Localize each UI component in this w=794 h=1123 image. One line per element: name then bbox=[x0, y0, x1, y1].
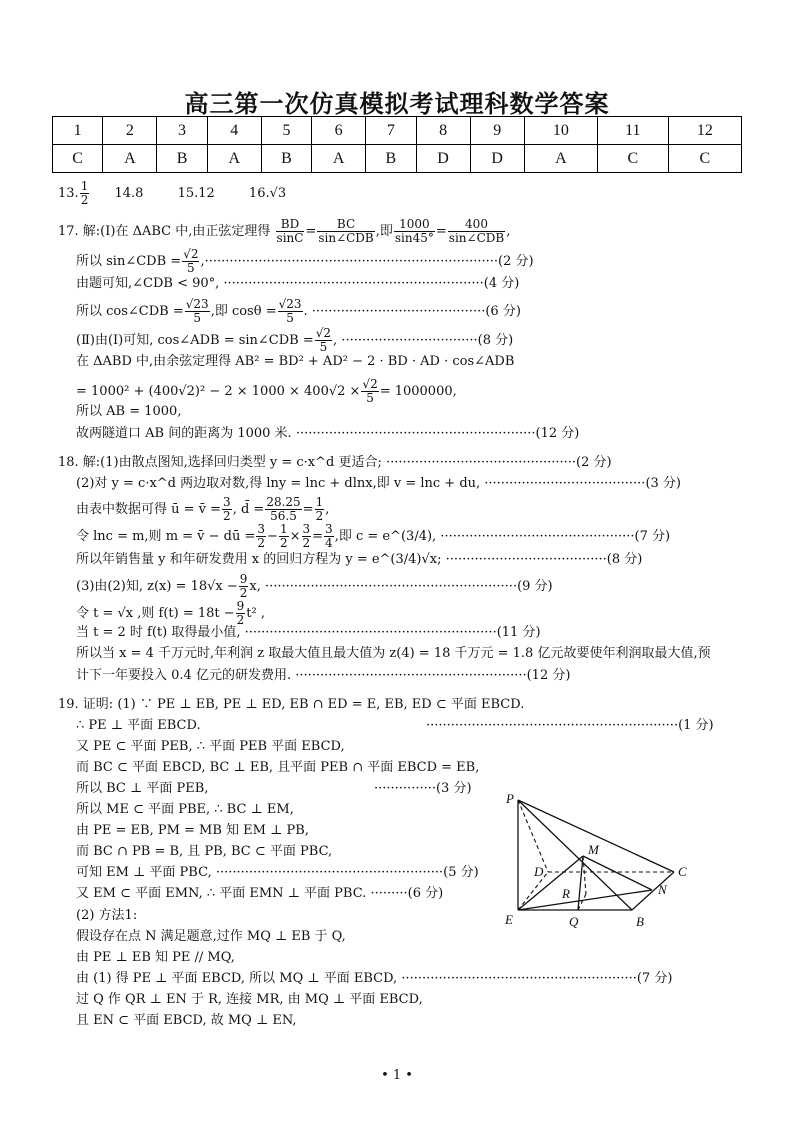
pyramid-figure bbox=[500, 790, 690, 930]
answer-table bbox=[52, 116, 742, 173]
q18-line-3: 由表中数据可得 ū = v̄ = $\frac{3}{2}$ , d̄ = $\frac{28.25}{56.5}$ = $\frac{1}{2}$ , bbox=[76, 495, 330, 523]
q19-line-2: ∴ PE ⊥ 平面 EBCD. ·····························································(1 分) bbox=[76, 718, 714, 733]
q18-line-8: 当 t = 2 时 f(t) 取得最小值, ·····························································(11 分) bbox=[76, 625, 541, 640]
q19-line-3: 又 PE ⊂ 平面 PEB, ∴ 平面 PEB 平面 EBCD, bbox=[76, 739, 345, 754]
page-title: 高三第一次仿真模拟考试理科数学答案 bbox=[184, 89, 610, 118]
q19-line-14: 由 (1) 得 PE ⊥ 平面 EBCD, 所以 MQ ⊥ 平面 EBCD, ·························································(7 分) bbox=[76, 971, 673, 986]
question-number-cell: 10 bbox=[524, 117, 597, 145]
question-number-cell: 1 bbox=[53, 117, 103, 145]
q19-line-15: 过 Q 作 QR ⊥ EN 于 R, 连接 MR, 由 MQ ⊥ 平面 EBCD, bbox=[76, 992, 423, 1007]
q17-line-5: (Ⅱ)由(Ⅰ)可知, cos∠ADB = sin∠CDB = $\frac{√2}{5}$ , ·································(8 分) bbox=[76, 326, 514, 354]
q18-line-4: 令 lnc = m,则 m = v̄ − dū = $\frac{3}{2}$ − $\frac{1}{2}$ × $\frac{3}{2}$ = $\frac{3}{4}$ ,即 c = e^(3/4), ···············································(7 分) bbox=[76, 522, 671, 550]
edge-PC bbox=[518, 800, 674, 872]
label-C: C bbox=[678, 864, 687, 879]
q18-line-2: (2)对 y = c·x^d 两边取对数,得 lny = lnc + dlnx,即 v = lnc + du, ·······································(3 分) bbox=[76, 476, 681, 491]
answer-cell: B bbox=[366, 145, 416, 173]
label-N: N bbox=[658, 882, 667, 897]
label-P: P bbox=[506, 791, 514, 806]
fill-in-answers: 13. $\frac{1}{2}$ 14.8 15.12 16.√3 bbox=[58, 179, 287, 207]
q18-line-7: 令 t = √x ,则 f(t) = 18t − $\frac{9}{2}$ t² , bbox=[76, 599, 265, 627]
q18-line-6: (3)由(2)知, z(x) = 18√x − $\frac{9}{2}$ x, ·····························································(9 分) bbox=[76, 572, 553, 600]
q19-line-7: 由 PE = EB, PM = MB 知 EM ⊥ PB, bbox=[76, 823, 309, 838]
q19-line-16: 且 EN ⊂ 平面 EBCD, 故 MQ ⊥ EN, bbox=[76, 1013, 297, 1028]
label-B: B bbox=[636, 914, 644, 929]
q18-line-5: 所以年销售量 y 和年研发费用 x 的回归方程为 y = e^(3/4)√x; ·······································(8 分) bbox=[76, 552, 643, 567]
q13-fraction: $\frac{1}{2}$ bbox=[80, 179, 89, 207]
q19-line-4: 而 BC ⊂ 平面 EBCD, BC ⊥ EB, 且平面 PEB ∩ 平面 EBCD = EB, bbox=[76, 760, 480, 775]
question-number-cell: 7 bbox=[366, 117, 416, 145]
page-number: • 1 • bbox=[381, 1068, 413, 1083]
q19-line-12: 假设存在点 N 满足题意,过作 MQ ⊥ EB 于 Q, bbox=[76, 929, 346, 944]
q17-line-3: 由题可知,∠CDB < 90°, ·······························································(4 分) bbox=[76, 276, 520, 291]
q17-line-7: = 1000² + (400√2)² − 2 × 1000 × 400√2 × $\frac{√2}{5}$ = 1000000, bbox=[76, 377, 457, 405]
q19-line-1: 19. 证明: (1) ∵ PE ⊥ EB, PE ⊥ ED, EB ∩ ED = E, EB, ED ⊂ 平面 EBCD. bbox=[58, 697, 525, 712]
q17-line-6: 在 ΔABD 中,由余弦定理得 AB² = BD² + AD² − 2 · BD · AD · cos∠ADB bbox=[76, 354, 515, 369]
q17-line-1: 17. 解:(Ⅰ)在 ΔABC 中,由正弦定理得 $\frac{BD}{\sin C}$ = $\frac{BC}{\text{sin∠CDB}}$ ,即 $\frac{1000}{\sin 45^\circ}$ = $\frac{400}{\text{sin∠CDB}}$ , bbox=[58, 217, 511, 245]
q17-line-4: 所以 cos∠CDB = $\frac{√23}{5}$ ,即 cosθ = $\frac{√23}{5}$ . ··········································(6 分) bbox=[76, 297, 521, 325]
answer-cell: C bbox=[597, 145, 668, 173]
q18-line-1: 18. 解:(1)由散点图知,选择回归类型 y = c·x^d 更适合; ··············································(2 分) bbox=[58, 455, 612, 470]
answer-cell: B bbox=[261, 145, 311, 173]
q19-line-5: 所以 BC ⊥ 平面 PEB, ···············(3 分) bbox=[76, 781, 472, 796]
answer-cell: D bbox=[416, 145, 470, 173]
answer-cell: A bbox=[312, 145, 366, 173]
question-number-cell: 12 bbox=[668, 117, 741, 145]
q18-line-9: 所以当 x = 4 千万元时,年利润 z 取最大值且最大值为 z(4) = 18 千万元 = 1.8 亿元故要使年利润取最大值,预 bbox=[76, 646, 711, 661]
label-E: E bbox=[505, 912, 513, 927]
question-number-cell: 4 bbox=[207, 117, 261, 145]
edge-MR bbox=[583, 856, 586, 894]
answer-cell: A bbox=[524, 145, 597, 173]
label-Q: Q bbox=[569, 914, 579, 929]
q19-line-10: 又 EM ⊂ 平面 EMN, ∴ 平面 EMN ⊥ 平面 PBC. ·········(6 分) bbox=[76, 886, 444, 901]
q17-line-8: 所以 AB = 1000, bbox=[76, 404, 182, 419]
q19-line-6: 所以 ME ⊂ 平面 PBE, ∴ BC ⊥ EM, bbox=[76, 802, 294, 817]
question-number-cell: 8 bbox=[416, 117, 470, 145]
question-number-cell: 2 bbox=[103, 117, 157, 145]
answer-table-answer-row bbox=[53, 145, 742, 173]
question-number-cell: 5 bbox=[261, 117, 311, 145]
edge-BC bbox=[632, 872, 674, 910]
question-number-cell: 3 bbox=[157, 117, 207, 145]
q17-line-2: 所以 sin∠CDB = $\frac{√2}{5}$ ,·······································································(2 分) bbox=[76, 247, 534, 275]
answer-cell: B bbox=[157, 145, 207, 173]
label-M: M bbox=[588, 842, 599, 857]
question-number-cell: 11 bbox=[597, 117, 668, 145]
edge-PD bbox=[518, 800, 548, 872]
answer-table-number-row bbox=[53, 117, 742, 145]
label-R: R bbox=[562, 886, 570, 901]
question-number-cell: 9 bbox=[470, 117, 524, 145]
q19-line-13: 由 PE ⊥ EB 知 PE // MQ, bbox=[76, 950, 235, 965]
answer-cell: D bbox=[470, 145, 524, 173]
question-number-cell: 6 bbox=[312, 117, 366, 145]
edge-PB bbox=[518, 800, 632, 910]
label-D: D bbox=[534, 864, 544, 879]
answer-cell: A bbox=[207, 145, 261, 173]
q19-line-8: 而 BC ∩ PB = B, 且 PB, BC ⊂ 平面 PBC, bbox=[76, 844, 333, 859]
q19-line-11: (2) 方法1: bbox=[76, 908, 138, 923]
edge-ED bbox=[518, 872, 548, 910]
q17-line-9: 故两隧道口 AB 间的距离为 1000 米. ··························································(12 分) bbox=[76, 426, 580, 441]
answer-cell: A bbox=[103, 145, 157, 173]
q19-line-9: 可知 EM ⊥ 平面 PBC, ·······················································(5 分) bbox=[76, 865, 479, 880]
q18-line-10: 计下一年要投入 0.4 亿元的研发费用. ························································(12 分) bbox=[76, 668, 571, 683]
answer-cell: C bbox=[53, 145, 103, 173]
answer-cell: C bbox=[668, 145, 741, 173]
